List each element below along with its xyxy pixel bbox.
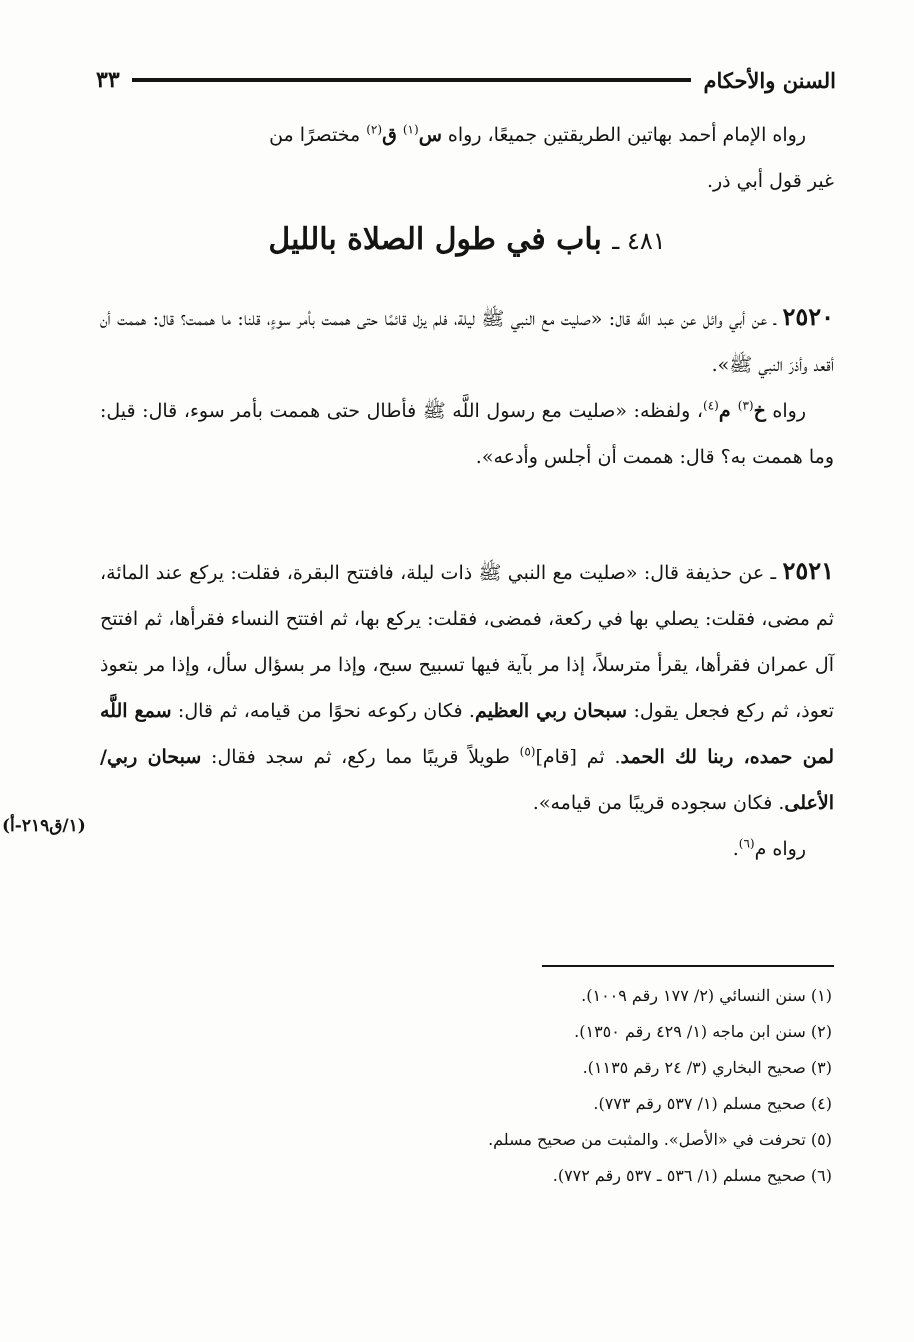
intro-paragraph — [100, 112, 834, 204]
page-number: ٣٣ — [96, 67, 120, 93]
dhikr-text: سمع اللَّه لمن حمده، ربنا لك الحمد — [100, 700, 835, 768]
footnote-item: (٣) صحيح البخاري (٣/ ٢٤ رقم ١١٣٥). — [582, 1058, 832, 1077]
footnote-ref: (٥) — [519, 744, 536, 759]
footnote-ref: (٢) — [366, 122, 383, 137]
footnote-ref: (٣) — [737, 398, 754, 413]
chapter-number: ٤٨١ ـ — [612, 227, 666, 255]
hadith-text: ـ عن حذيفة قال: «صليت مع النبي ﷺ ذات ليلة، فافتتح البقرة، فقلت: يركع عند المائة، ثم مضى، فقلت: يصلي بها في ركعة، فمضى، فقلت: يركع بها، ثم افتتح النساء فقرأها، ثم افتتح آل عمران فقرأها، يقرأ مترسلاً، إذا مر بآية فيها تسبيح سبح، وإذا مر بسؤال سأل، وإذا مر بتعوذ تعوذ، ثم ركع فجعل يقول: — [100, 562, 835, 722]
footnote-item: (٤) صحيح مسلم (١/ ٥٣٧ رقم ٧٧٣). — [593, 1094, 832, 1113]
riwaya-text: رواه م — [754, 838, 806, 860]
hadith-2520 — [100, 294, 834, 480]
hadith-text: . فكان سجوده قريبًا من قيامه». — [532, 792, 785, 814]
intro-text: رواه الإمام أحمد بهاتين الطريقتين جميعًا، رواه — [441, 124, 806, 146]
footnote-item: (٥) تحرفت في «الأصل». والمثبت من صحيح مسلم. — [488, 1130, 832, 1149]
riwaya-text: ، ولفظه: «صليت مع رسول اللَّه ﷺ فأطال حتى هممت بأمر سوء، قال: قيل: وما هممت به؟ قال: هممت أن أجلس وأدعه». — [100, 400, 834, 468]
hadith-number: ٢٥٢١ — [782, 556, 834, 585]
chapter-heading — [100, 212, 834, 269]
hadith-text: ـ عن أبي وائل عن عبد اللَّه قال: «صليت مع النبي ﷺ ليلة، فلم يزل قائمًا حتى هممت بأمر سوءٍ، قلنا: ما هممت؟ قال: هممت أن أقعد وأذرَ النبي ﷺ». — [100, 308, 834, 376]
dhikr-text: سبحان ربي/ الأعلى — [100, 746, 834, 814]
chapter-title: باب في طول الصلاة بالليل — [268, 222, 602, 257]
footnote-ref: (٦) — [738, 836, 755, 851]
source-siglum: خ — [753, 400, 766, 422]
footnote-item: (١) سنن النسائي (٢/ ١٧٧ رقم ١٠٠٩). — [581, 986, 832, 1005]
hadith-2521 — [100, 548, 834, 872]
manuscript-folio-ref: (١/ق٢١٩-أ) — [2, 816, 86, 836]
header-rule — [132, 78, 692, 82]
running-title: السنن والأحكام — [703, 67, 836, 93]
footnote-ref: (٤) — [703, 398, 719, 413]
intro-text: مختصرًا من — [269, 124, 367, 146]
footnotes — [300, 978, 832, 1194]
footnote-ref: (١) — [402, 122, 419, 137]
source-siglum: م — [718, 400, 738, 422]
footnote-item: (٢) سنن ابن ماجه (١/ ٤٢٩ رقم ١٣٥٠). — [574, 1022, 832, 1041]
hadith-text: . فكان ركوعه نحوًا من قيامه، ثم قال: — [171, 700, 475, 722]
intro-text: غير قول أبي ذر. — [706, 170, 834, 192]
hadith-text: . ثم [قام] — [535, 746, 621, 768]
source-siglum: ق — [382, 124, 397, 146]
hadith-text: طويلاً قريبًا مما ركع، ثم سجد فقال: — [201, 746, 520, 768]
riwaya-text: . — [732, 838, 739, 860]
page-header — [96, 62, 836, 98]
source-siglum: س — [418, 124, 442, 146]
hadith-number: ٢٥٢٠ — [782, 302, 834, 331]
dhikr-text: سبحان ربي العظيم — [474, 700, 628, 722]
riwaya-text: رواه — [765, 400, 806, 422]
footnote-rule — [542, 965, 834, 967]
footnote-item: (٦) صحيح مسلم (١/ ٥٣٦ ـ ٥٣٧ رقم ٧٧٢). — [552, 1166, 832, 1185]
